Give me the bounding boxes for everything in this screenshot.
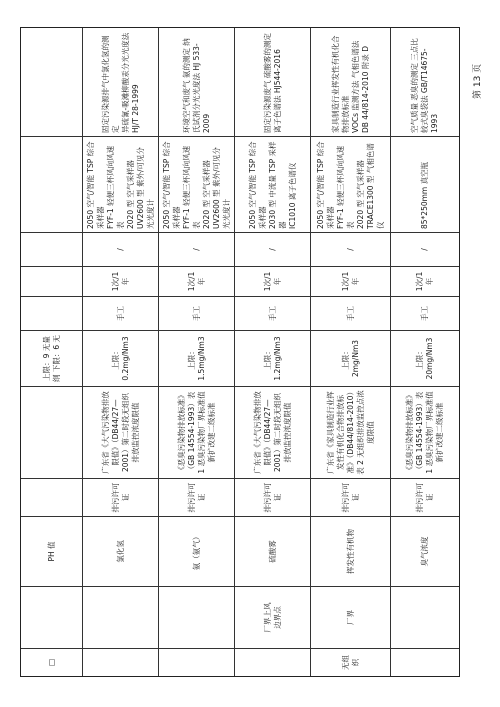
- table-row-ph: [21, 28, 83, 676]
- permit-cell: [235, 478, 310, 516]
- instrument-cell: [159, 136, 234, 232]
- permit-cell: [21, 478, 82, 516]
- checkbox-glyph: □: [46, 658, 56, 667]
- standard-text: 《恶臭污染物排放标准》（GB 14554-1993）表 1 恶臭污染物厂界标准值新扩改建二级标准: [405, 391, 444, 474]
- instrument-text: 2050 空气/智能 TSP 综合采样器 FYF-1 轻便三杯风向风速表 2020 型 空气采样器 TRACE1300 型 气相色谱仪: [315, 141, 385, 229]
- freq-text: 1次/1年: [340, 271, 360, 292]
- table-row: [83, 28, 159, 676]
- freq-text: 1次/1年: [415, 271, 434, 292]
- permit-cell: [391, 478, 459, 516]
- freq-cell: [21, 266, 82, 296]
- method-text: 手工: [115, 306, 125, 321]
- limit-cell: [83, 330, 158, 386]
- category-text: 无组织: [340, 655, 360, 670]
- category-cell: [235, 648, 310, 676]
- analysis-cell: [311, 28, 390, 136]
- limit-cell: [21, 330, 82, 386]
- category-cell: [391, 648, 459, 676]
- method-text: 手工: [267, 306, 277, 321]
- limit-text: 上限：1.5mg/Nm3: [186, 336, 206, 381]
- limit-text: 上限：1.2mg/Nm3: [262, 336, 282, 381]
- site-text: 厂界上风 边界点: [262, 602, 282, 633]
- extra-cell: [21, 232, 82, 266]
- extra-text: /: [115, 248, 125, 251]
- category-cell: [83, 648, 158, 676]
- method-cell: [21, 296, 82, 330]
- limit-note: 上限：9 无量纲 下限：6 无: [41, 334, 61, 383]
- standard-cell: [391, 386, 459, 478]
- item-cell: [83, 516, 158, 586]
- permit-text: 排污许可证: [340, 482, 360, 513]
- analysis-cell: [83, 28, 158, 136]
- instrument-text: 2050 空气/智能 TSP 综合采样器 FYF-1 轻便三杯风向风速表 2020 型 空气采样器 UV2600 型 紫外/可见分光光度计: [85, 141, 155, 229]
- standard-cell: [159, 386, 234, 478]
- item-cell: [159, 516, 234, 586]
- freq-text: 1次/1年: [186, 271, 206, 292]
- extra-cell: [391, 232, 459, 266]
- extra-cell: [311, 232, 390, 266]
- table-row: [311, 28, 391, 676]
- standard-text: 广东省《家具制造行业挥发性有机化合物排放标准》（DB44/814-2010）表 2 无组织排放监控点浓度限值: [325, 390, 375, 475]
- site-cell: [235, 586, 310, 648]
- extra-text: /: [420, 248, 429, 251]
- instrument-text: 2050 空气/智能 TSP 综合采样器 FYF-1 轻便三杯风向风速表 2020 型 空气采样器 UV2600 型 紫外/可见分光光度计: [161, 141, 231, 229]
- instrument-cell: [235, 136, 310, 232]
- freq-cell: [83, 266, 158, 296]
- item-text: 硫酸雾: [267, 540, 277, 563]
- method-cell: [391, 296, 459, 330]
- checkbox-cell: [21, 648, 82, 676]
- permit-cell: [311, 478, 390, 516]
- extra-cell: [159, 232, 234, 266]
- freq-cell: [391, 266, 459, 296]
- table-row: [235, 28, 311, 676]
- limit-text: 上限：0.2mg/Nm3: [110, 336, 130, 381]
- instrument-text: 85*250mm 真空瓶: [420, 161, 429, 229]
- analysis-cell: [391, 28, 459, 136]
- method-text: 手工: [420, 306, 429, 321]
- limit-text: 上限：20mg/Nm3: [415, 337, 434, 380]
- standard-cell: [235, 386, 310, 478]
- limit-cell: [391, 330, 459, 386]
- extra-text: /: [191, 248, 201, 251]
- analysis-text: 环境空气和废气 氨的测定 纳氏试剂分光光度法 HJ 533-2009: [181, 38, 211, 133]
- instrument-cell: [21, 136, 82, 232]
- instrument-cell: [391, 136, 459, 232]
- extra-text: /: [267, 248, 277, 251]
- freq-text: 1次/1年: [110, 271, 130, 292]
- standard-text: 广东省《大气污染物排放限值》（DB44/27—2001）第二时段无组织排放监控浓度限值: [100, 391, 140, 474]
- method-cell: [159, 296, 234, 330]
- extra-cell: [83, 232, 158, 266]
- item-text: 挥发性有机物: [345, 529, 355, 574]
- limit-text: 上限：2mg/Nm3: [340, 339, 360, 378]
- standard-cell: [21, 386, 82, 478]
- site-cell: [311, 586, 390, 648]
- table-row: [391, 28, 459, 676]
- limit-cell: [159, 330, 234, 386]
- site-cell: [159, 586, 234, 648]
- method-text: 手工: [191, 306, 201, 321]
- analysis-text: 固定污染源废气 硫酸雾的测定 离子色谱法 HJ544-2016: [262, 33, 282, 133]
- monitoring-table: [20, 27, 460, 677]
- instrument-cell: [83, 136, 158, 232]
- permit-cell: [159, 478, 234, 516]
- item-cell: [311, 516, 390, 586]
- freq-text: 1次/1年: [262, 271, 282, 292]
- site-text: 厂界: [345, 610, 355, 625]
- item-text: 臭气浓度: [420, 536, 429, 567]
- analysis-text: 家具制造行业挥发性有机化合物排放标准 VOCs 监测方法 气相色谱法 DB 44/814-2010 附录 D: [330, 35, 370, 133]
- freq-cell: [159, 266, 234, 296]
- item-cell: [235, 516, 310, 586]
- analysis-text: 固定污染源排气中氯化氢的测定 异硫氰-吸滩柳酸汞分光光度法 HJ/T 28-1999: [100, 32, 140, 133]
- analysis-cell: [235, 28, 310, 136]
- permit-text: 排污许可证: [186, 482, 206, 513]
- standard-cell: [311, 386, 390, 478]
- freq-cell: [311, 266, 390, 296]
- extra-text: /: [345, 248, 355, 251]
- standard-text: 广东省《大气污染物排放限值》（DB44/27—2001）第二时段无组织排放监控浓度限值: [252, 391, 292, 474]
- analysis-text: 空气质量 恶臭的测定 三点比较式臭袋法 GB/T14675-1993: [410, 38, 439, 133]
- page-number: 第 13 页: [473, 63, 483, 99]
- item-cell: [391, 516, 459, 586]
- limit-cell: [235, 330, 310, 386]
- analysis-cell: [21, 28, 82, 136]
- site-cell: [391, 586, 459, 648]
- method-cell: [83, 296, 158, 330]
- limit-cell: [311, 330, 390, 386]
- item-text: 氨（氨气）: [191, 532, 201, 571]
- site-cell: [83, 586, 158, 648]
- method-cell: [311, 296, 390, 330]
- permit-cell: [83, 478, 158, 516]
- freq-cell: [235, 266, 310, 296]
- method-text: 手工: [345, 306, 355, 321]
- category-cell: [159, 648, 234, 676]
- item-text: 氯化氢: [115, 540, 125, 563]
- permit-text: 排污许可证: [110, 482, 130, 513]
- item-label: PH 值: [46, 541, 56, 562]
- category-cell: [311, 648, 390, 676]
- site-cell: [21, 586, 82, 648]
- instrument-cell: [311, 136, 390, 232]
- permit-text: 排污许可证: [415, 482, 434, 513]
- permit-text: 排污许可证: [262, 482, 282, 513]
- table-row: [159, 28, 235, 676]
- method-cell: [235, 296, 310, 330]
- item-cell: [21, 516, 82, 586]
- extra-cell: [235, 232, 310, 266]
- instrument-text: 2050 空气/智能 TSP 综合采样器 2030 型 中流量 TSP 采样器 IC1010 离子色谱仪: [247, 141, 297, 229]
- standard-cell: [83, 386, 158, 478]
- analysis-cell: [159, 28, 234, 136]
- standard-text: 《恶臭污染物排放标准》（GB 14554-1993）表 1 恶臭污染物厂界标准值新扩改建二级标准: [176, 391, 216, 474]
